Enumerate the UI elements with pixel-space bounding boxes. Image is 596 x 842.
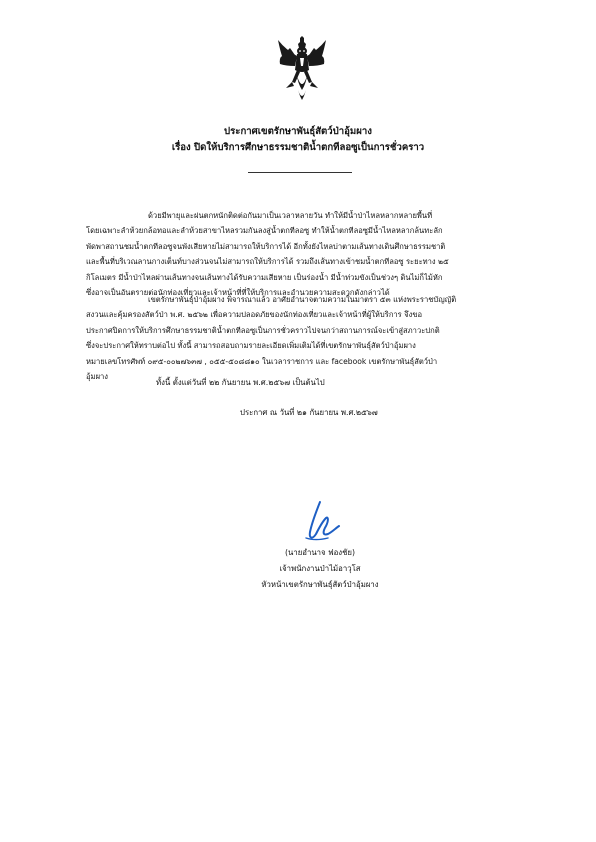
announcement-title: ประกาศเขตรักษาพันธุ์สัตว์ป่าอุ้มผาง [224,126,372,137]
signer-position: เจ้าพนักงานป่าไม้อาวุโส [279,564,361,573]
paragraph-line: กิโลเมตร มีน้ำป่าไหลผ่านเส้นทางจนเส้นทางได้รับความเสียหาย เป็นร่องน้ำ มีน้ำท่วมขังเป็นช่วงๆ ดินไม่ก็ไม้หัก [86,272,443,282]
paragraph-line: ด้วยมีพายุและฝนตกหนักติดต่อกันมาเป็นเวลาหลายวัน ทำให้มีน้ำป่าไหลหลากหลายพื้นที่ [148,211,433,220]
paragraph-1 [86,208,530,300]
announcement-subject: เรื่อง ปิดให้บริการศึกษาธรรมชาติน้ำตกทีลอซูเป็นการชั่วคราว [171,142,425,153]
paragraph-line: โดยเฉพาะลำห้วยกล้อทอและลำห้วยสาขาไหลรวมกันลงสู่น้ำตกทีลอซู ทำให้น้ำตกทีลอซูมีน้ำไหลหลากล้นทะลัก [86,226,443,236]
garuda-emblem-icon [276,36,328,102]
paragraph-line: อุ้มผาง [86,372,108,382]
paragraph-2 [86,292,530,384]
paragraph-line: ซึ่งอาจเป็นอันตรายต่อนักท่องเที่ยวและเจ้าหน้าที่ที่ให้บริการและอำนวยความสะดวกดังกล่าวได้ [86,288,390,298]
signer-name: (นายอำนาจ ฟองชัย) [284,548,356,557]
paragraph-line: และพื้นที่บริเวณลานกางเต็นท์บางส่วนจนไม่สามารถให้บริการได้ รวมถึงเส้นทางเข้าชมน้ำตกทีลอซู ระยะทาง ๒๕ [86,257,449,267]
signature-icon [292,498,342,546]
paragraph-line: หมายเลขโทรศัพท์ ๐๙๕-๐๐๒๗๖๓๗ , ๐๕๕-๕๐๘๘๑๐ ในเวลาราชการ และ facebook เขตรักษาพันธุ์สัตว์ป่า [86,356,438,366]
paragraph-line: เขตรักษาพันธุ์ป่าอุ้มผาง พิจารณาแล้ว อาศัยอำนาจตามความในมาตรา ๕๓ แห่งพระราชบัญญัติ [148,295,457,304]
paragraph-line: ซึ่งจะประกาศให้ทราบต่อไป ทั้งนี้ สามารถสอบถามรายละเอียดเพิ่มเติมได้ที่เขตรักษาพันธุ์สัตว์ป่าอุ้มผาง [86,341,416,351]
effective-date: ทั้งนี้ ตั้งแต่วันที่ ๒๒ กันยายน พ.ศ.๒๕๖๗ เป็นต้นไป [156,378,325,387]
announcement-date: ประกาศ ณ วันที่ ๒๑ กันยายน พ.ศ.๒๕๖๗ [240,408,378,417]
paragraph-line: พัดพาสถานชมน้ำตกทีลอซูจนพังเสียหายไม่สามารถให้บริการได้ อีกทั้งยังไหลบ่าตามเส้นทางเดินศึกษาธรรมชาติ [86,241,446,251]
paragraph-line: ประกาศปิดการให้บริการศึกษาธรรมชาติน้ำตกทีลอซูเป็นการชั่วคราวไปจนกว่าสถานการณ์จะเข้าสู่สภาวะปกติ [86,325,440,335]
title-divider [248,172,352,173]
signer-office: หัวหน้าเขตรักษาพันธุ์สัตว์ป่าอุ้มผาง [261,580,379,589]
paragraph-line: สงวนและคุ้มครองสัตว์ป่า พ.ศ. ๒๕๖๒ เพื่อความปลอดภัยของนักท่องเที่ยวและเจ้าหน้าที่ผู้ให้บริการ จึงขอ [86,310,423,320]
